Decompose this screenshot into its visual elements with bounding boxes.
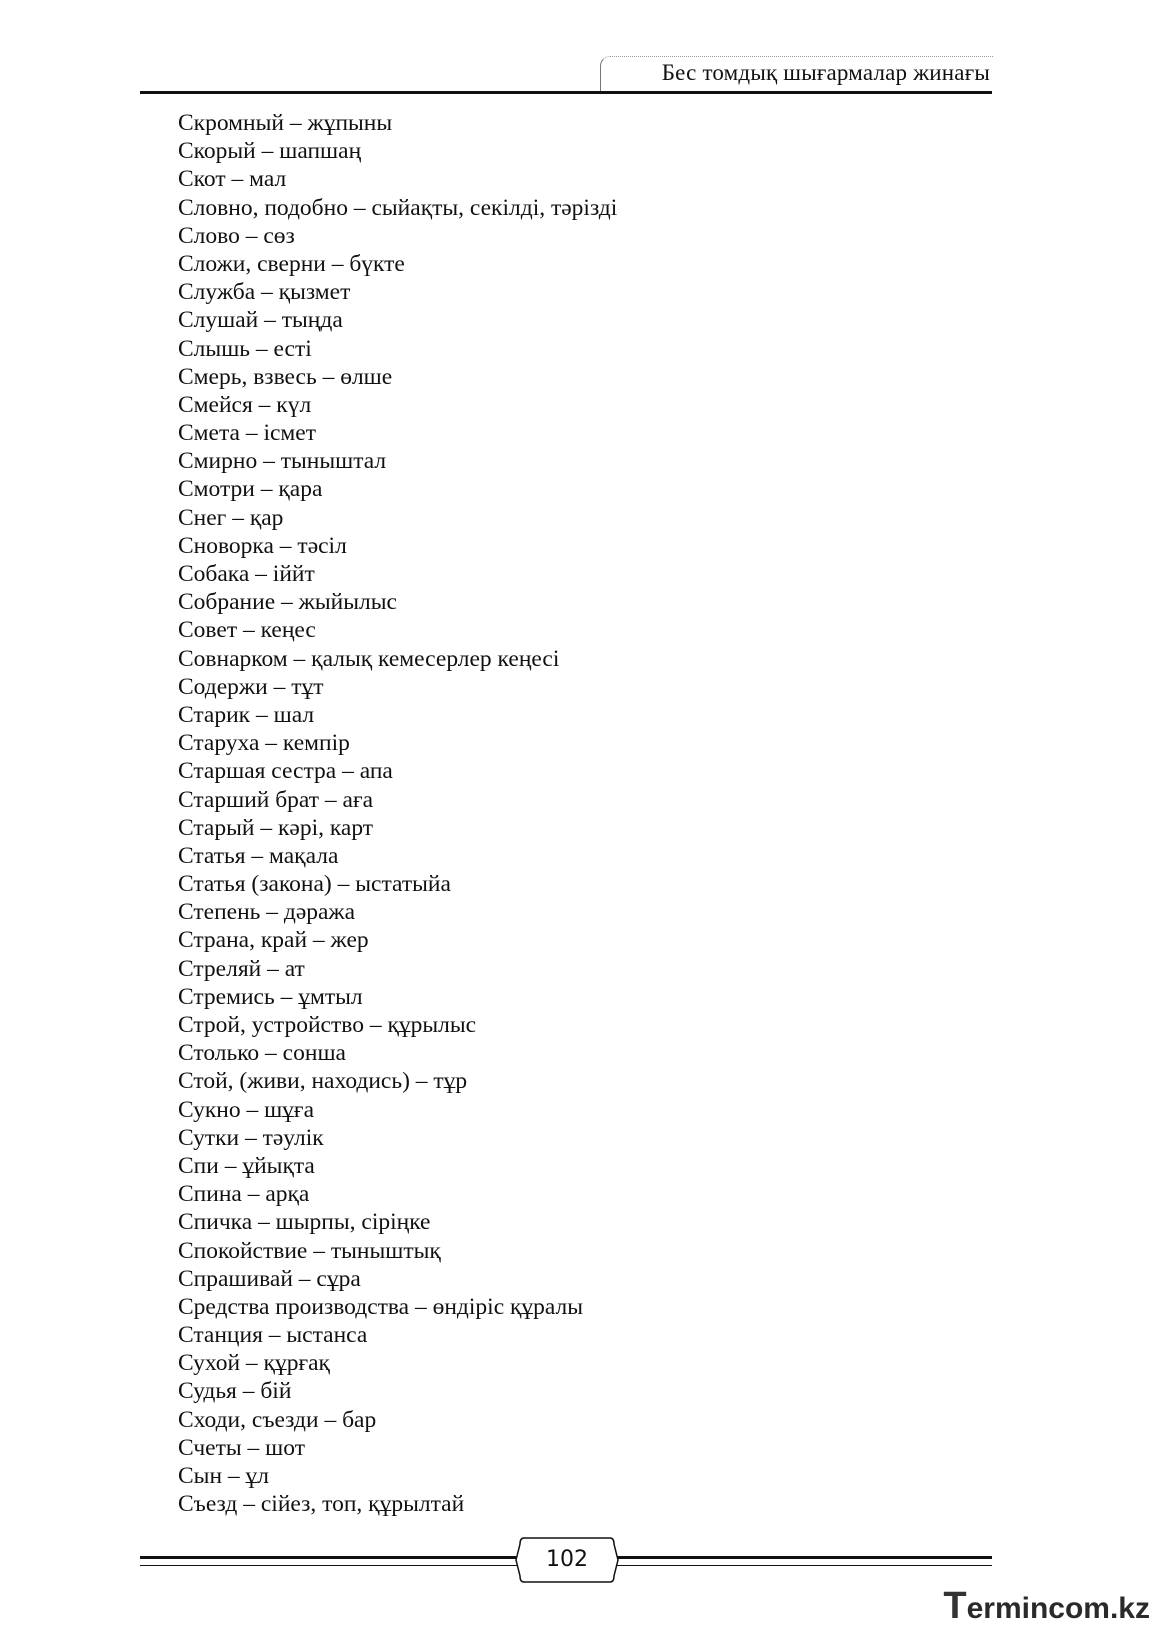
glossary-entry: Сутки – тәулік <box>178 1124 324 1151</box>
glossary-entry: Старуха – кемпір <box>178 730 350 757</box>
glossary-entry: Съезд – сійез, топ, құрылтай <box>178 1491 465 1518</box>
glossary-entry: Старшая сестра – апа <box>178 758 393 785</box>
glossary-entry: Смейся – күл <box>178 391 312 418</box>
glossary-entry: Старый – кәрі, карт <box>178 814 374 841</box>
glossary-entry: Совнарком – қалық кемесерлер кеңесі <box>178 645 560 672</box>
glossary-entry: Собака – іййт <box>178 561 315 587</box>
glossary-entry: Скот – мал <box>178 166 287 193</box>
glossary-entry: Словно, подобно – сыйақты, секілді, тәрізді <box>178 194 618 221</box>
glossary-entry: Страна, край – жер <box>178 927 369 954</box>
glossary-entry: Слышь – есті <box>178 335 312 362</box>
glossary-entry: Степень – дәража <box>178 899 356 926</box>
glossary-entry: Содержи – тұт <box>178 673 324 700</box>
glossary-entry: Стой, (живи, находись) – тұр <box>178 1068 468 1095</box>
glossary-entry: Служба – қызмет <box>178 279 351 306</box>
glossary-entry: Снег – қар <box>178 504 284 531</box>
glossary-entry: Статья (закона) – ыстатыйа <box>178 871 451 898</box>
page-number: 102 <box>546 1547 588 1572</box>
glossary-entry: Смета – ісмет <box>178 420 316 447</box>
page-number-box <box>514 1536 620 1584</box>
glossary-entry: Старший брат – аға <box>178 786 374 813</box>
glossary-entry: Скромный – жұпыны <box>178 110 393 136</box>
glossary-entry: Сноворка – тәсіл <box>178 532 347 559</box>
glossary-entry: Слово – сөз <box>178 222 295 249</box>
glossary-entry: Средства производства – өндіріс құралы <box>178 1293 584 1320</box>
glossary-entry: Строй, устройство – құрылыс <box>178 1012 477 1038</box>
glossary-entry: Стремись – ұмтыл <box>178 983 363 1010</box>
glossary-entries-list <box>178 109 617 1518</box>
glossary-entry: Спокойствие – тыныштық <box>178 1237 441 1264</box>
glossary-entry: Смирно – тыныштал <box>178 448 387 475</box>
glossary-entry: Сын – ұл <box>178 1463 270 1489</box>
glossary-entry: Сукно – шұға <box>178 1096 314 1123</box>
glossary-entry: Совет – кеңес <box>178 617 316 644</box>
glossary-entry: Сложи, сверни – бүкте <box>178 250 405 277</box>
glossary-entry: Станция – ыстанса <box>178 1322 368 1349</box>
glossary-entry: Статья – мақала <box>178 842 339 869</box>
glossary-entry: Сухой – құрғақ <box>178 1350 330 1377</box>
watermark-logo: Termincom.kz <box>943 1585 1150 1627</box>
glossary-entry: Стреляй – ат <box>178 955 305 982</box>
glossary-entry: Слушай – тыңда <box>178 307 343 334</box>
footer-rule-right <box>614 1556 992 1566</box>
glossary-entry: Сходи, съезди – бар <box>178 1406 377 1433</box>
glossary-entry: Судья – бій <box>178 1378 292 1405</box>
glossary-entry: Столько – сонша <box>178 1040 346 1067</box>
header-rule <box>140 91 992 94</box>
glossary-entry: Спина – арқа <box>178 1181 310 1208</box>
footer-rule-left <box>140 1556 520 1566</box>
glossary-entry: Смерь, взвесь – өлше <box>178 363 393 390</box>
running-header-title: Бес томдық шығармалар жинағы <box>661 60 990 85</box>
glossary-entry: Спрашивай – сұра <box>178 1265 361 1292</box>
glossary-entry: Смотри – қара <box>178 476 323 503</box>
glossary-entry: Старик – шал <box>178 701 315 728</box>
glossary-entry: Спи – ұйықта <box>178 1152 315 1179</box>
glossary-entry: Счеты – шот <box>178 1434 305 1461</box>
magnifier-icon: o <box>1064 1592 1084 1625</box>
glossary-entry: Спичка – шырпы, сіріңке <box>178 1209 431 1236</box>
glossary-entry: Собрание – жыйылыс <box>178 589 397 616</box>
glossary-entry: Скорый – шапшаң <box>178 138 362 165</box>
